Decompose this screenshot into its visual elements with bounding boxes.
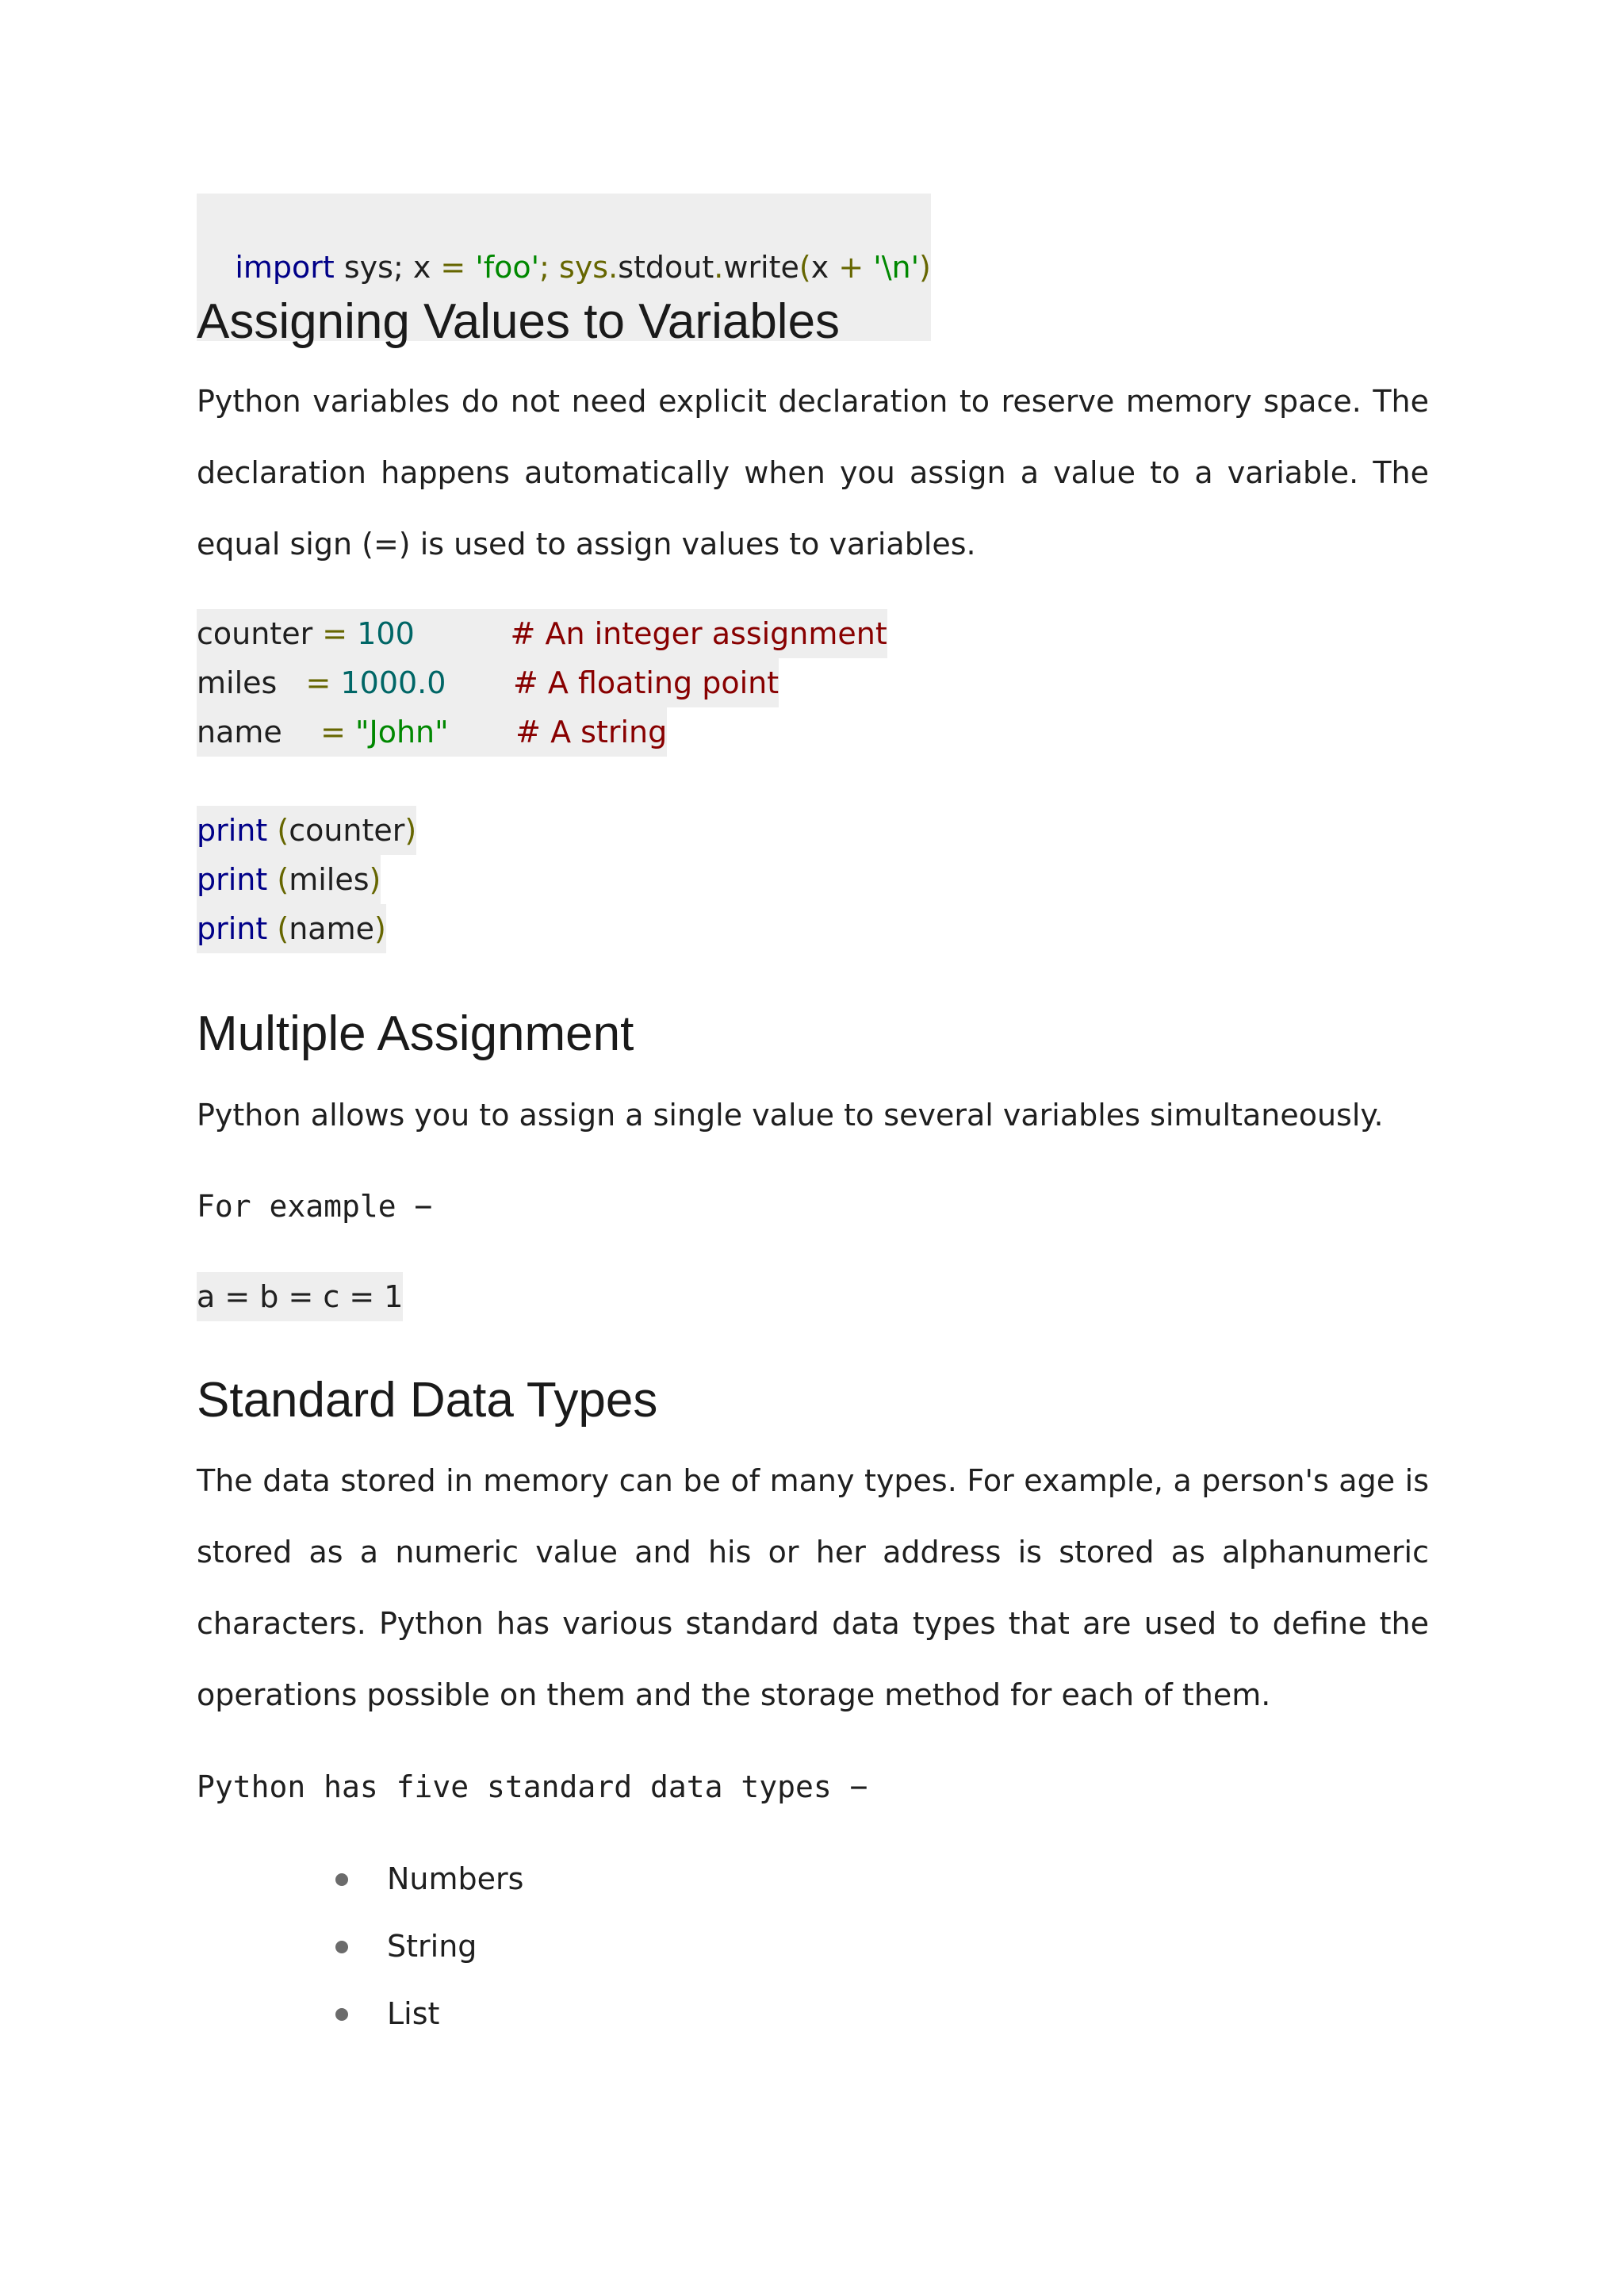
- section-heading-standard-data-types: Standard Data Types: [197, 1373, 658, 1428]
- code-keyword: import: [235, 250, 335, 285]
- code-block-assignments: [197, 609, 887, 757]
- list-item-label: List: [387, 1996, 440, 2031]
- code-text: sys; x: [334, 250, 441, 285]
- section-paragraph-multiple-assignment: Python allows you to assign a single value to several variables simultaneously.: [197, 1098, 1384, 1133]
- code-space: [415, 616, 511, 651]
- code-punct: ): [369, 862, 381, 897]
- list-item: [335, 1846, 523, 1913]
- code-string: '\n': [873, 250, 920, 285]
- list-item: [335, 1980, 523, 2048]
- code-line: [197, 707, 667, 757]
- code-comment: # A string: [515, 715, 668, 749]
- code-line: [197, 806, 416, 855]
- bullet-icon: [335, 1873, 348, 1886]
- code-punct: (: [799, 250, 811, 285]
- code-text: stdout: [618, 250, 714, 285]
- code-keyword: print: [197, 911, 268, 946]
- data-types-list: [335, 1846, 523, 2048]
- section-heading-assigning-values: Assigning Values to Variables: [197, 294, 841, 349]
- code-punct: .: [714, 250, 724, 285]
- code-number: 1000.0: [331, 665, 446, 700]
- code-line: [197, 855, 381, 904]
- code-line: [197, 609, 887, 658]
- section-paragraph-standard-data-types: The data stored in memory can be of many types. For example, a person's age is stored as a numeric value and his or her address is stored as alphanumeric characters. Python has various standard data types that are used to define the operations possible on them and the storage method for each of them.: [197, 1463, 1429, 1712]
- example-label: For example −: [197, 1189, 433, 1224]
- code-keyword: print: [197, 813, 268, 848]
- code-number: 100: [347, 616, 415, 651]
- code-text: x: [810, 250, 839, 285]
- list-item-label: String: [387, 1929, 477, 1964]
- code-punct: (: [267, 813, 289, 848]
- code-identifier: miles: [197, 665, 306, 700]
- code-punct: ): [404, 813, 417, 848]
- code-punct: .: [608, 250, 619, 285]
- code-operator: =: [322, 616, 348, 651]
- list-item: [335, 1913, 523, 1980]
- code-string: 'foo': [475, 250, 540, 285]
- code-line: [197, 658, 779, 707]
- code-text: ; sys: [539, 250, 609, 285]
- data-types-intro: Python has five standard data types −: [197, 1769, 868, 1804]
- code-identifier: counter: [289, 813, 405, 848]
- code-space: [449, 715, 516, 749]
- code-operator: =: [440, 250, 466, 285]
- code-punct: (: [267, 911, 289, 946]
- code-text: [465, 250, 475, 285]
- section-heading-multiple-assignment: Multiple Assignment: [197, 1006, 634, 1061]
- section-paragraph-assigning-values: Python variables do not need explicit declaration to reserve memory space. The declaration happens automatically when you assign a value to a variable. The equal sign (=) is used to assign values to variables.: [197, 384, 1429, 562]
- code-identifier: name: [289, 911, 374, 946]
- code-text: [864, 250, 873, 285]
- code-comment: # An integer assignment: [510, 616, 887, 651]
- code-punct: ): [373, 911, 386, 946]
- code-comment: # A floating point: [513, 665, 779, 700]
- code-block-prints: [197, 806, 416, 953]
- code-identifier: miles: [289, 862, 370, 897]
- bullet-icon: [335, 2008, 348, 2021]
- code-text: write: [723, 250, 799, 285]
- code-identifier: name: [197, 715, 321, 749]
- code-identifier: counter: [197, 616, 323, 651]
- code-multiple-assignment: a = b = c = 1: [197, 1272, 403, 1321]
- code-keyword: print: [197, 862, 268, 897]
- bullet-icon: [335, 1941, 348, 1953]
- code-punct: (: [267, 862, 289, 897]
- code-operator: =: [320, 715, 346, 749]
- code-line: [197, 904, 386, 953]
- code-string: "John": [345, 715, 449, 749]
- code-operator: +: [838, 250, 864, 285]
- code-operator: =: [305, 665, 331, 700]
- code-space: [446, 665, 513, 700]
- list-item-label: Numbers: [387, 1861, 524, 1896]
- code-punct: ): [919, 250, 931, 285]
